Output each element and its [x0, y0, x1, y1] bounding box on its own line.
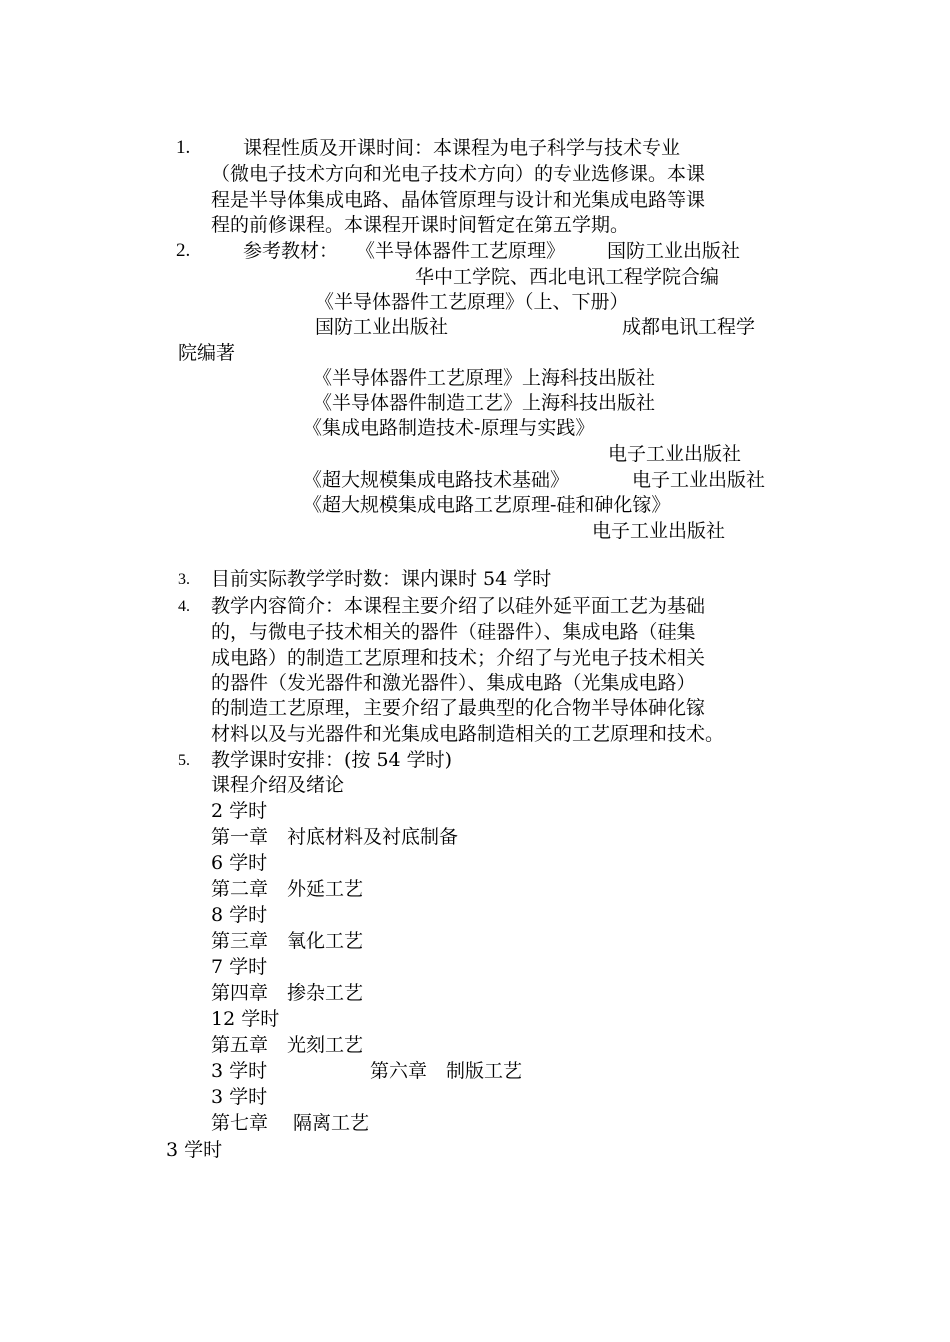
- section4-line-1: 教学内容简介：本课程主要介绍了以硅外延平面工艺为基础: [211, 595, 706, 617]
- book6-title: 《超大规模集成电路技术基础》: [303, 469, 570, 491]
- schedule-ch3-hours: 7 学时: [211, 956, 268, 978]
- schedule-ch6: 第六章 制版工艺: [370, 1060, 523, 1082]
- book7-title: 《超大规模集成电路工艺原理-硅和砷化镓》: [303, 494, 671, 516]
- book2-title: 《半导体器件工艺原理》（上、下册）: [315, 291, 629, 313]
- schedule-ch7: 第七章 隔离工艺: [211, 1112, 370, 1134]
- book5-publisher: 电子工业出版社: [608, 443, 742, 465]
- book2-authors-a: 成都电讯工程学: [622, 316, 756, 338]
- section5-heading: 教学课时安排：(按 54 学时): [211, 749, 453, 771]
- section4-line-5: 的制造工艺原理，主要介绍了最典型的化合物半导体砷化镓: [211, 697, 706, 719]
- section4-line-3: 成电路）的制造工艺原理和技术；介绍了与光电子技术相关: [211, 647, 706, 669]
- section3-number: 3.: [178, 571, 190, 588]
- section3-text: 目前实际教学学时数：课内课时 54 学时: [211, 568, 552, 590]
- book5-title: 《集成电路制造技术-原理与实践》: [303, 417, 595, 439]
- book2-authors-b: 院编著: [178, 342, 236, 364]
- section2-label: 参考教材：: [243, 240, 339, 262]
- schedule-ch1: 第一章 衬底材料及衬底制备: [211, 826, 459, 848]
- schedule-ch4: 第四章 掺杂工艺: [211, 982, 364, 1004]
- schedule-intro: 课程介绍及绪论: [211, 774, 345, 796]
- book6-publisher: 电子工业出版社: [632, 469, 766, 491]
- section1-line-4: 程的前修课程。本课程开课时间暂定在第五学期。: [211, 214, 630, 236]
- section4-number: 4.: [178, 598, 190, 615]
- book1-title: 《半导体器件工艺原理》: [356, 240, 566, 262]
- schedule-ch2: 第二章 外延工艺: [211, 878, 364, 900]
- schedule-ch2-hours: 8 学时: [211, 904, 268, 926]
- section4-line-2: 的，与微电子技术相关的器件（硅器件）、集成电路（硅集: [211, 621, 696, 643]
- book1-publisher: 国防工业出版社: [607, 240, 741, 262]
- section1-line-1: 课程性质及开课时间：本课程为电子科学与技术专业: [243, 137, 681, 159]
- book3: 《半导体器件工艺原理》上海科技出版社: [313, 367, 656, 389]
- section1-line-2: （微电子技术方向和光电子技术方向）的专业选修课。本课: [211, 163, 706, 185]
- schedule-intro-hours: 2 学时: [211, 800, 268, 822]
- book4: 《半导体器件制造工艺》上海科技出版社: [313, 392, 656, 414]
- book2-publisher: 国防工业出版社: [315, 316, 449, 338]
- section4-line-4: 的器件（发光器件和激光器件）、集成电路（光集成电路）: [211, 672, 696, 694]
- section5-number: 5.: [178, 752, 190, 769]
- section4-line-6: 材料以及与光器件和光集成电路制造相关的工艺原理和技术。: [211, 723, 725, 745]
- section1-number: 1.: [176, 137, 191, 158]
- schedule-ch5: 第五章 光刻工艺: [211, 1034, 364, 1056]
- schedule-ch5-hours: 3 学时: [211, 1060, 268, 1082]
- book7-publisher: 电子工业出版社: [592, 520, 726, 542]
- schedule-ch6-hours: 3 学时: [211, 1086, 268, 1108]
- schedule-ch7-hours: 3 学时: [166, 1139, 223, 1161]
- section2-number: 2.: [176, 240, 191, 261]
- schedule-ch3: 第三章 氧化工艺: [211, 930, 364, 952]
- schedule-ch4-hours: 12 学时: [211, 1008, 280, 1030]
- schedule-ch1-hours: 6 学时: [211, 852, 268, 874]
- book1-authors: 华中工学院、西北电讯工程学院合编: [415, 266, 720, 288]
- section1-line-3: 程是半导体集成电路、晶体管原理与设计和光集成电路等课: [211, 189, 706, 211]
